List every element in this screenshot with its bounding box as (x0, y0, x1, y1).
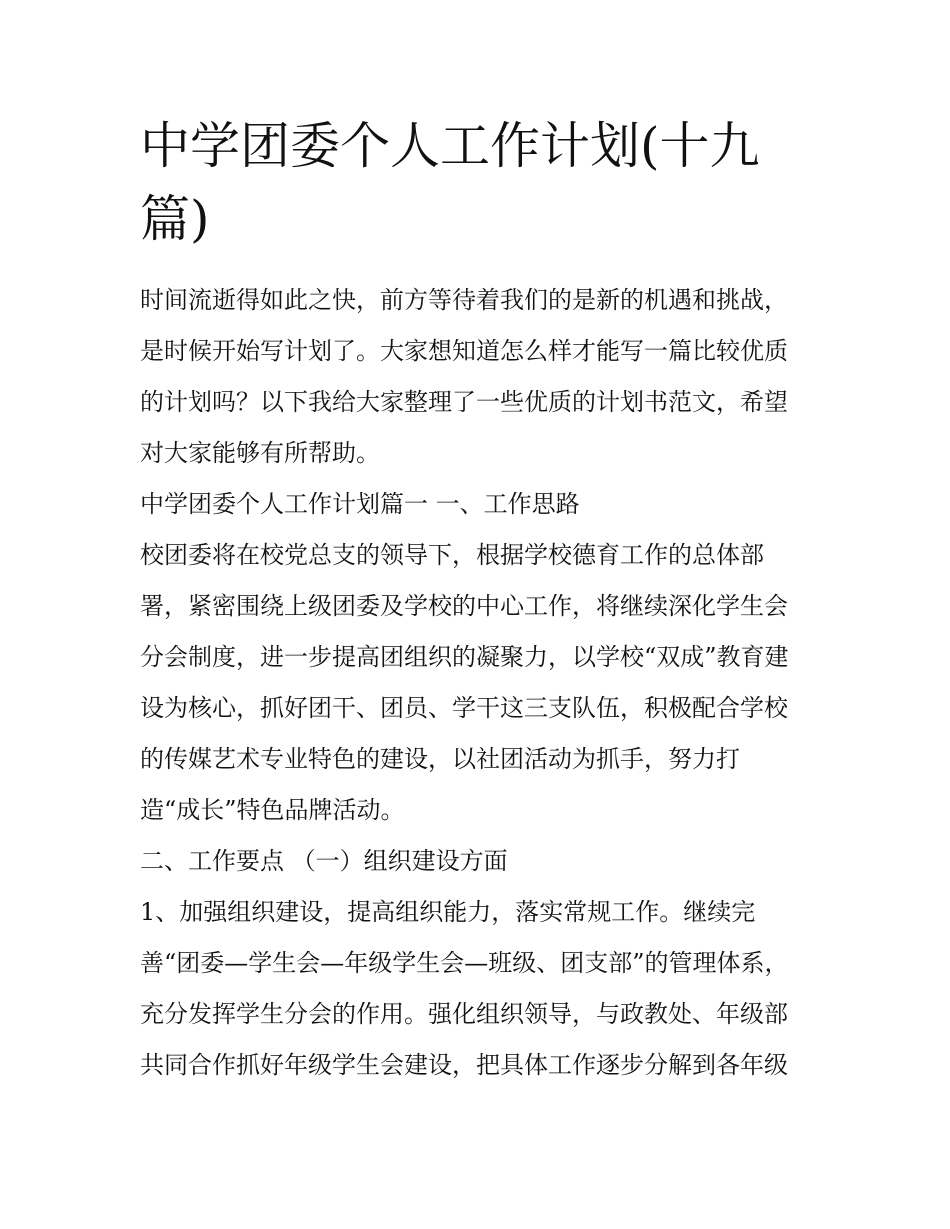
body-line: 造“成长”特色品牌活动。 (140, 796, 405, 824)
body-line: 设为核心，抓好团干、团员、学干这三支队伍，积极配合学校 (140, 694, 788, 722)
title-line-2: 篇) (140, 190, 210, 248)
body-line: 的计划吗？以下我给大家整理了一些优质的计划书范文，希望 (140, 388, 788, 416)
body-line: 的传媒艺术专业特色的建设，以社团活动为抓手，努力打 (140, 745, 740, 773)
body-line: 1、加强组织建设，提高组织能力，落实常规工作。继续完 (140, 898, 756, 926)
body-line: 对大家能够有所帮助。 (140, 439, 380, 467)
title-line-1: 中学团委个人工作计划(十九 (140, 117, 760, 175)
body-line: 共同合作抓好年级学生会建设，把具体工作逐步分解到各年级 (140, 1051, 788, 1079)
section-heading: 中学团委个人工作计划篇一 一、工作思路 (140, 490, 580, 518)
body-line: 署，紧密围绕上级团委及学校的中心工作，将继续深化学生会 (140, 592, 788, 620)
body-line: 充分发挥学生分会的作用。强化组织领导，与政教处、年级部 (140, 1000, 788, 1028)
body-line: 分会制度，进一步提高团组织的凝聚力，以学校“双成”教育建 (140, 643, 789, 671)
body-line: 时间流逝得如此之快，前方等待着我们的是新的机遇和挑战， (140, 286, 788, 314)
body-line: 是时候开始写计划了。大家想知道怎么样才能写一篇比较优质 (140, 337, 788, 365)
body-line: 善“团委—学生会—年级学生会—班级、团支部”的管理体系， (140, 949, 789, 977)
body-line: 校团委将在校党总支的领导下，根据学校德育工作的总体部 (140, 541, 764, 569)
section-heading: 二、工作要点 （一）组织建设方面 (140, 847, 508, 875)
document-title (140, 110, 820, 256)
